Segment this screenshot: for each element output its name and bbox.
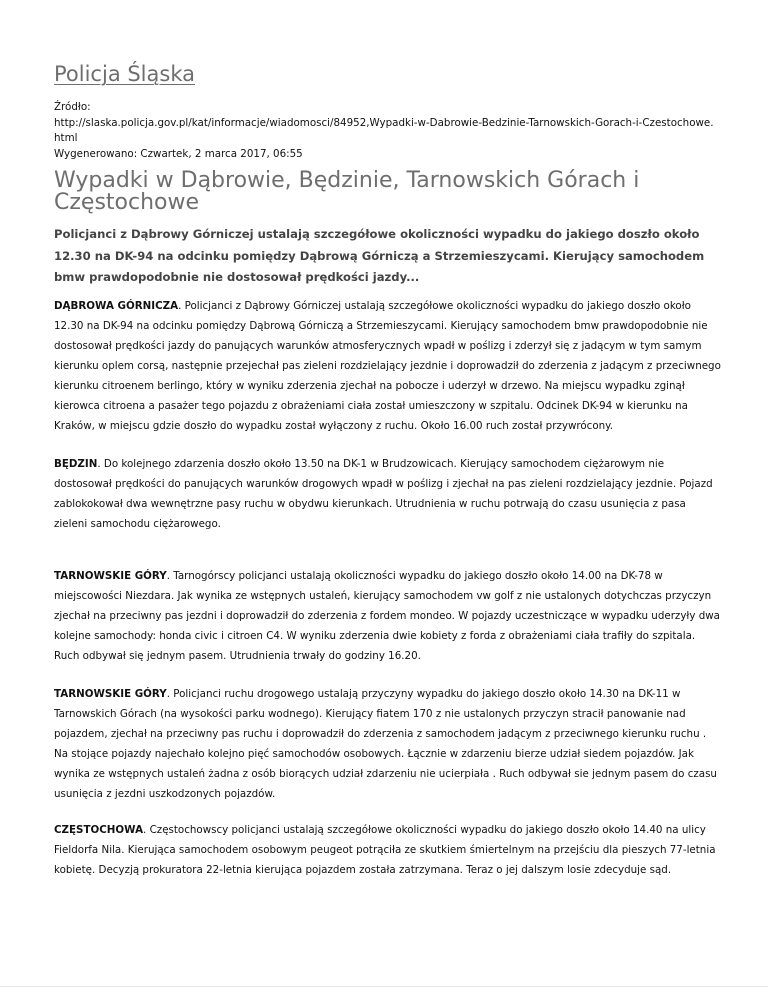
paragraph-place: BĘDZIN [54, 458, 98, 470]
paragraph-place: DĄBROWA GÓRNICZA [54, 300, 179, 312]
article-paragraph-dabrowa [54, 296, 722, 436]
paragraph-text: . Policjanci z Dąbrowy Górniczej ustalają szczegółowe okoliczności wypadku do jakiego doszło około 12.30 na DK-94 na odcinku pomiędzy Dąbrową Górniczą a Strzemieszycami. Kierujący samochodem bmw prawdopodobnie nie dostosował prędkości jazdy do panujących warunków atmosferycznych wpadł w poślizg i zderzył się z jadącym w tym samym kierunku oplem corsą, następnie przejechał pas zieleni rozdzielający jezdnie i doprowadził do zderzenia z jadącym z przeciwnego kierunku citroenem berlingo, który w wyniku zderzenia zjechał na pobocze i uderzył w drzewo. Na miejscu wypadku zginął kierowca citroena a pasażer tego pojazdu z obrażeniami ciała został umieszczony w szpitalu. Odcinek DK-94 w kierunku na Kraków, w miejscu gdzie doszło do wypadku został wyłączony z ruchu. Około 16.00 ruch został przywrócony. [54, 300, 721, 432]
article-paragraph-czestochowa [54, 820, 722, 880]
source-url[interactable]: http://slaska.policja.gov.pl/kat/informacje/wiadomosci/84952,Wypadki-w-Dabrowie-Bedzinie-Tarnowskich-Gorach-i-Czestochowe.html [54, 116, 714, 144]
paragraph-text: . Do kolejnego zdarzenia doszło około 13.50 na DK-1 w Brudzowicach. Kierujący samochodem ciężarowym nie dostosował prędkości do panujących warunków drogowych wpadł w poślizg i zjechał na pas zieleni rozdzielający jezdnie. Pojazd zablokokował dwa wewnętrzne pasy ruchu w obydwu kierunkach. Utrudnienia w ruchu potrwają do czasu usunięcia z pasa zieleni samochodu ciężarowego. [54, 458, 713, 530]
paragraph-place: TARNOWSKIE GÓRY [54, 570, 167, 582]
site-title[interactable]: Policja Śląska [54, 62, 195, 86]
paragraph-place: TARNOWSKIE GÓRY [54, 688, 167, 700]
paragraph-text: . Policjanci ruchu drogowego ustalają przyczyny wypadku do jakiego doszło około 14.30 na DK-11 w Tarnowskich Górach (na wysokości parku wodnego). Kierujący fiatem 170 z nie ustalonych przyczyn stracił panowanie nad pojazdem, zjechał na przeciwny pas ruchu i doprowadził do zderzenia z samochodem jadącym z przeciwnego kierunku ruchu . Na stojące pojazdy najechało kolejno pięć samochodów osobowych. Łącznie w zdarzeniu bierze udział siedem pojazdów. Jak wynika ze wstępnych ustaleń żadna z osób biorących udział zdarzeniu nie ucierpiała . Ruch odbywał sie jednym pasem do czasu usunięcia z jezdni uszkodzonych pojazdów. [54, 688, 717, 800]
source-meta [54, 100, 714, 162]
source-label: Źródło: [54, 101, 91, 113]
article-paragraph-tarnowskie-gory-2 [54, 684, 722, 804]
page-bottom-divider [0, 986, 768, 987]
article-paragraph-bedzin [54, 454, 722, 534]
paragraph-text: . Częstochowscy policjanci ustalają szczegółowe okoliczności wypadku do jakiego doszło około 14.40 na ulicy Fieldorfa Nila. Kierująca samochodem osobowym peugeot potrąciła ze skutkiem śmiertelnym na przejściu dla pieszych 77-letnia kobietę. Decyzją prokuratora 22-letnia kierująca pojazdem została zatrzymana. Teraz o jej dalszym losie zdecyduje sąd. [54, 824, 716, 876]
paragraph-text: . Tarnogórscy policjanci ustalają okoliczności wypadku do jakiego doszło około 14.00 na DK-78 w miejscowości Niezdara. Jak wynika ze wstępnych ustaleń, kierujący samochodem vw golf z nie ustalonych dotychczas przyczyn zjechał na przeciwny pas jezdni i doprowadził do zderzenia z fordem mondeo. W pojazdy uczestniczące w wypadku uderzyły dwa kolejne samochody: honda civic i citroen C4. W wyniku zderzenia dwie kobiety z forda z obrażeniami ciała trafiły do szpitala. Ruch odbywał się jednym pasem. Utrudnienia trwały do godziny 16.20. [54, 570, 720, 662]
article-title: Wypadki w Dąbrowie, Będzinie, Tarnowskich Górach i Częstochowe [54, 168, 640, 215]
article-lead: Policjanci z Dąbrowy Górniczej ustalają szczegółowe okoliczności wypadku do jakiego doszło około 12.30 na DK-94 na odcinku pomiędzy Dąbrową Górniczą a Strzemieszycami. Kierujący samochodem bmw prawdopodobnie nie dostosował prędkości jazdy... [54, 227, 705, 284]
generated-timestamp: Wygenerowano: Czwartek, 2 marca 2017, 06:55 [54, 147, 303, 160]
paragraph-place: CZĘSTOCHOWA [54, 824, 144, 836]
article-paragraph-tarnowskie-gory-1 [54, 566, 722, 666]
